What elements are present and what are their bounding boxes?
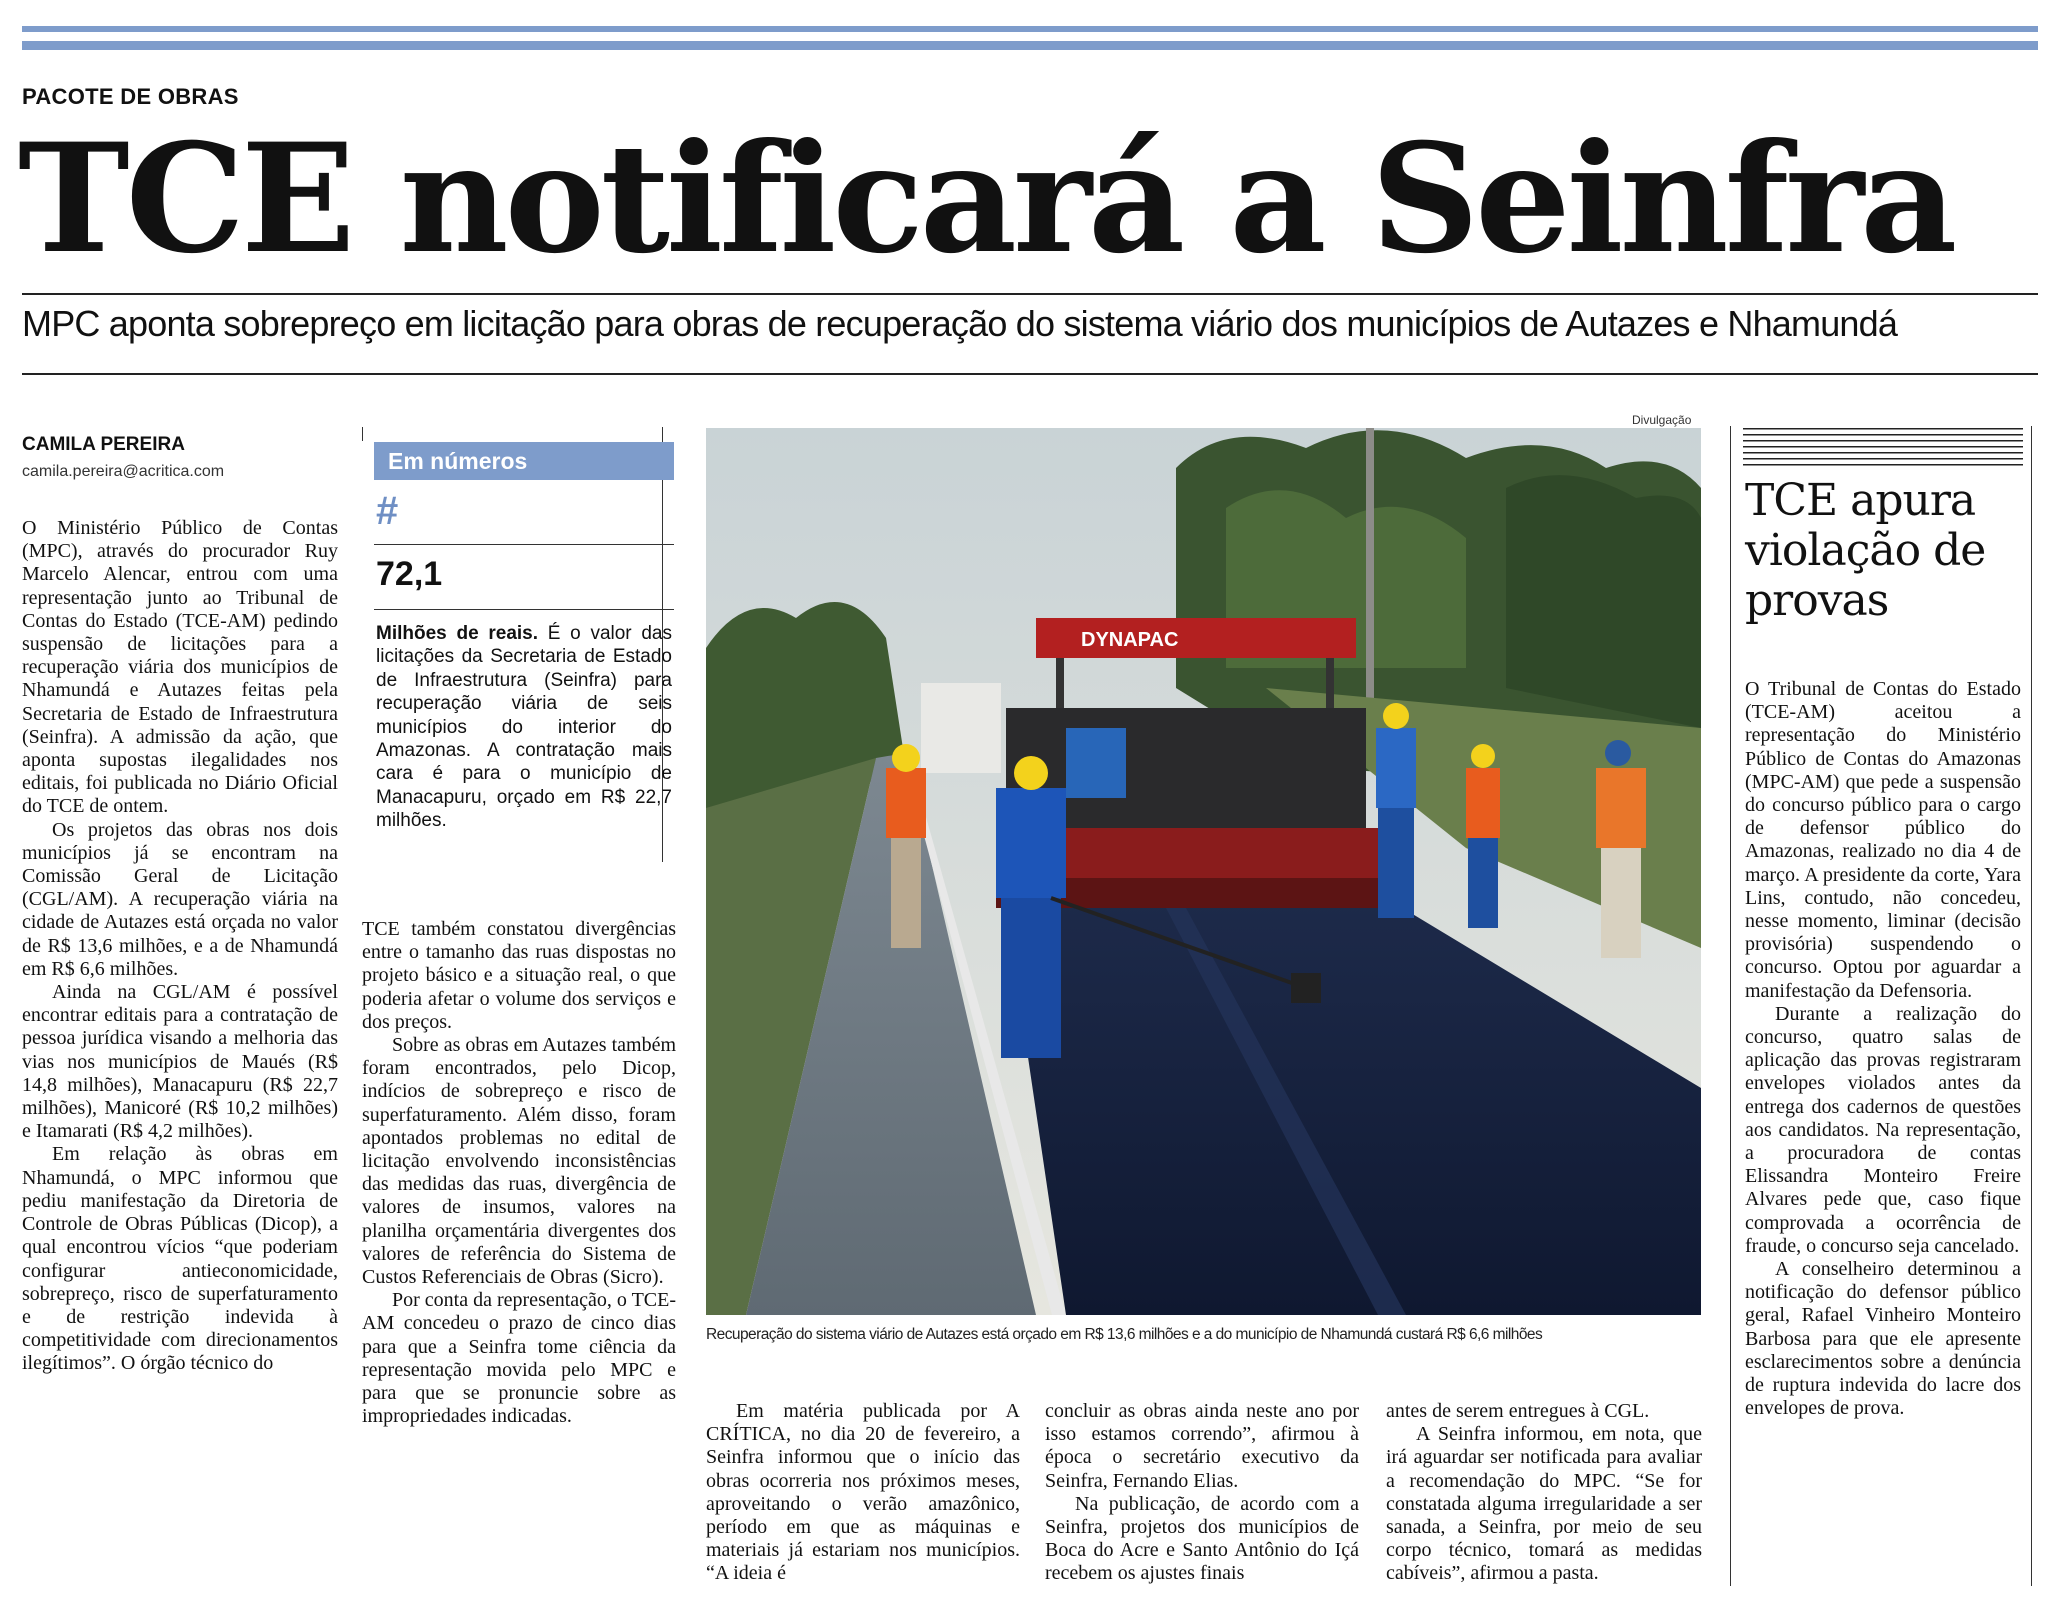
article-photo (706, 428, 1701, 1315)
section-kicker: PACOTE DE OBRAS (22, 84, 239, 109)
paragraph: O Tribunal de Contas do Estado (TCE-AM) aceitou a representação do Ministério Público de Contas do Amazonas (MPC-AM) que pede a suspensão do concurso público para o cargo de defensor público do Amazonas, realizado no dia 4 de março. A presidente da corte, Yara Lins, contudo, não concedeu, nesse momento, liminar (decisão provisória) suspendendo o concurso. Optou por aguardar a manifestação da Defensoria. (1745, 678, 2021, 1002)
sidebar-rule-lines (1743, 428, 2023, 468)
numbers-box (362, 427, 672, 862)
byline-email[interactable]: camila.pereira@acritica.com (22, 463, 225, 480)
paragraph: Ainda na CGL/AM é possível encontrar editais para a contratação de pessoa jurídica visando a melhoria das vias nos municípios de Maués (R$ 14,8 milhões), Manacapuru (R$ 22,7 milhões), Manicoré (R$ 10,2 milhões) e Itamarati (R$ 4,2 milhões). (22, 981, 338, 1143)
byline-author: CAMILA PEREIRA (22, 434, 185, 455)
worker-figure (1376, 703, 1416, 918)
hash-icon: # (376, 489, 399, 533)
paragraph: Sobre as obras em Autazes também foram encontrados, pelo Dicop, indícios de sobrepreço e risco de superfaturamento. Além disso, foram apontados problemas no edital de licitação envolvendo inconsistências das medidas das ruas, divergência de valores de insumos, valores na planilha orçamentária divergentes dos valores de referência do Sistema de Custos Referenciais de Obras (Sicro). (362, 1034, 676, 1289)
photo-credit: Divulgação (1632, 413, 1692, 427)
photo-caption: Recuperação do sistema viário de Autazes está orçado em R$ 13,6 milhões e a do município de Nhamundá custará R$ 6,6 milhões (706, 1326, 1543, 1343)
article-column-3 (706, 1400, 1020, 1586)
article-column-1 (22, 517, 338, 1376)
deck: MPC aponta sobrepreço em licitação para obras de recuperação do sistema viário dos municípios de Autazes e Nhamundá (22, 303, 1898, 344)
top-color-bar-thick (22, 41, 2038, 50)
box-divider (374, 609, 674, 610)
paragraph: Em relação às obras em Nhamundá, o MPC informou que pediu manifestação da Diretoria de Controle de Obras Públicas (Dicop), a qual encontrou vícios “que poderiam configurar antieconomicidade, sobrepreço, risco de superfaturamento e de restrição indevida à competitividade com direcionamentos ilegítimos”. O órgão técnico do (22, 1143, 338, 1375)
paragraph: Durante a realização do concurso, quatro salas de aplicação das provas registraram envelopes violados antes da entrega dos cadernos de questões aos candidatos. Na representação, a procuradora de contas Elissandra Monteiro Freire Alvares pede que, caso fique comprovada a ocorrência de fraude, o concurso seja cancelado. (1745, 1002, 2021, 1257)
worker-figure (1466, 744, 1500, 928)
sidebar-box (1730, 426, 2032, 1586)
worker-figure (886, 744, 926, 948)
paver-brand-text: DYNAPAC (1081, 629, 1179, 651)
paragraph: O Ministério Público de Contas (MPC), através do procurador Ruy Marcelo Alencar, entrou com uma representação junto ao Tribunal de Contas do Estado (TCE-AM) pedindo suspensão de licitações para a recuperação viária dos municípios de Nhamundá e Autazes feitas pela Secretaria de Estado de Infraestrutura (Seinfra). A admissão da ação, que aponta supostas ilegalidades nos editais, foi publicada no Diário Oficial do TCE de ontem. (22, 517, 338, 818)
paragraph: Na publicação, de acordo com a Seinfra, projetos dos municípios de Boca do Acre e Santo Antônio do Içá recebem os ajustes finais (1045, 1492, 1359, 1585)
numbers-box-text (376, 622, 672, 833)
paragraph: A Seinfra informou, em nota, que irá aguardar ser notificada para avaliar a recomendação do MPC. “Se for constatada alguma irregularidade a ser sanada, a Seinfra, por meio de seu corpo técnico, tomará as medidas cabíveis”, afirmou a pasta. (1386, 1423, 1702, 1585)
deck-rule-top (22, 293, 2038, 295)
paragraph: Em matéria publicada por A CRÍTICA, no dia 20 de fevereiro, a Seinfra informou que o início das obras ocorreria nos próximos meses, aproveitando o verão amazônico, período em que as máquinas e materiais já estariam nos municípios. “A ideia é (706, 1400, 1020, 1585)
numbers-box-body: É o valor das licitações da Secretaria de Estado de Infraestrutura (Seinfra) para recuperação viária de seis municípios do interior do Amazonas. A contratação mais cara é para o município de Manacapuru, orçado em R$ 22,7 milhões. (376, 623, 672, 832)
numbers-box-title: Em números (374, 442, 674, 480)
paragraph: Por conta da representação, o TCE-AM concedeu o prazo de cinco dias para que a Seinfra tome ciência da representação movida pelo MPC e para que se pronuncie sobre as impropriedades indicadas. (362, 1289, 676, 1428)
headline: TCE notificará a Seinfra (18, 111, 1954, 287)
paragraph: antes de serem entregues à CGL. (1386, 1400, 1650, 1422)
paragraph: concluir as obras ainda neste ano por isso estamos correndo”, afirmou à época o secretário executivo da Seinfra, Fernando Elias. (1045, 1400, 1359, 1492)
worker-figure (996, 756, 1066, 1058)
sidebar-title: TCE apura violação de provas (1745, 475, 1986, 626)
paragraph: TCE também constatou divergências entre o tamanho das ruas dispostas no projeto básico e a situação real, o que poderia afetar o volume dos serviços e dos preços. (362, 918, 676, 1033)
sidebar-body (1745, 678, 2021, 1421)
box-corner (362, 427, 371, 441)
article-column-4 (1045, 1400, 1359, 1586)
article-column-5 (1386, 1400, 1702, 1586)
paragraph: A conselheiro determinou a notificação do defensor público geral, Rafael Vinheiro Monteiro Barbosa para que ele apresente esclarecimentos sobre a denúncia de ruptura indevida do lacre dos envelopes de prova. (1745, 1258, 2021, 1420)
numbers-box-value: 72,1 (376, 555, 443, 593)
worker-figure (1596, 740, 1646, 958)
top-color-bar (22, 26, 2038, 32)
article-column-2 (362, 918, 676, 1428)
numbers-box-lead: Milhões de reais. (376, 623, 539, 644)
box-divider (374, 544, 674, 545)
deck-rule-bottom (22, 373, 2038, 375)
paving-scene-illustration (706, 428, 1701, 1315)
paragraph: Os projetos das obras nos dois municípios já se encontram na Comissão Geral de Licitação (CGL/AM). A recuperação viária na cidade de Autazes está orçada no valor de R$ 13,6 milhões, e a de Nhamundá em R$ 6,6 milhões. (22, 818, 338, 980)
